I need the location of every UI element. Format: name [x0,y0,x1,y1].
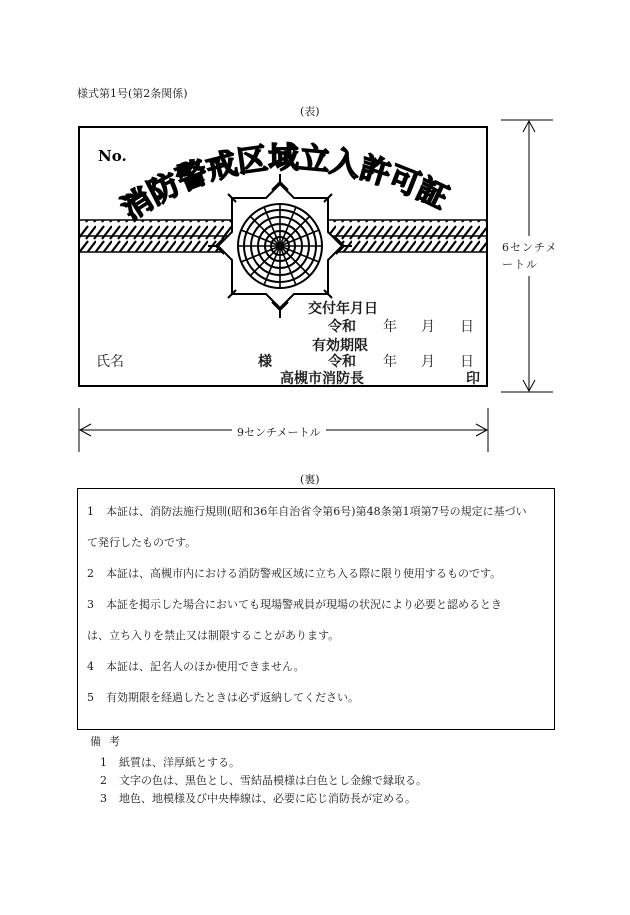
note-1 [100,754,240,770]
back-item-text: 本証は、高槻市内における消防警戒区域に立ち入る際に限り使用するものです。 [106,567,502,580]
seal-label: 印 [466,371,480,387]
back-item-3 [87,596,502,612]
back-item-number: 3 [87,598,94,611]
card-title-text: 消防警戒区域立入許可証 [115,140,454,228]
name-label: 氏名 [96,354,124,370]
back-item-text: 有効期限を経過したときは必ず返納してください。 [106,691,359,704]
back-item-1-cont: て発行したものです。 [87,536,197,549]
expiry-era: 令和 [328,354,356,370]
expiry-month-label: 月 [421,354,435,370]
card-artwork [80,128,486,385]
back-item-number: 5 [87,691,94,704]
note-3 [100,790,416,806]
back-item-text: 本証は、消防法施行規則(昭和36年自治省令第6号)第48条第1項第7号の規定に基づい [106,505,527,518]
back-item-2 [87,565,501,581]
back-item-5 [87,689,359,705]
card-number-label: No. [98,147,127,165]
issue-date-label: 交付年月日 [308,301,378,317]
note-2 [100,772,427,788]
note-number: 1 [100,756,107,769]
issue-month-label: 月 [421,319,435,335]
note-text: 文字の色は、黒色とし、雪結晶模様は白色とし金線で縁取る。 [119,774,427,787]
issue-era: 令和 [328,319,356,335]
note-text: 地色、地模様及び中央棒線は、必要に応じ消防長が定める。 [119,792,416,805]
width-dimension-label: 9センチメートル [232,424,326,440]
back-item-number: 4 [87,660,94,673]
note-text: 紙質は、洋厚紙とする。 [119,756,240,769]
issue-year-label: 年 [383,319,397,335]
back-side-box [77,488,555,730]
height-dimension-label: 6センチメートル [502,241,558,271]
back-item-4 [87,658,305,674]
back-item-number: 1 [87,505,94,518]
notes-title: 備考 [90,735,128,748]
back-item-text: 本証は、記名人のほか使用できません。 [106,660,305,673]
issuer-label: 高槻市消防長 [280,371,364,387]
note-number: 3 [100,792,107,805]
honorific-label: 様 [258,354,272,370]
back-item-text: 本証を掲示した場合においても現場警戒員が現場の状況により必要と認めるとき [106,598,502,611]
permit-card [78,126,488,387]
back-item-1 [87,503,527,519]
note-number: 2 [100,774,107,787]
back-item-number: 2 [87,567,94,580]
expiry-year-label: 年 [383,354,397,370]
back-item-3-cont: は、立ち入りを禁止又は制限することがあります。 [87,629,340,642]
form-number-label: 様式第1号(第2条関係) [77,87,188,100]
expiry-day-label: 日 [460,354,474,370]
front-side-label: (表) [300,105,320,118]
back-side-label: (裏) [300,473,320,486]
expiry-label: 有効期限 [312,338,368,354]
snow-crystal-emblem-icon [208,174,352,318]
issue-day-label: 日 [460,319,474,335]
